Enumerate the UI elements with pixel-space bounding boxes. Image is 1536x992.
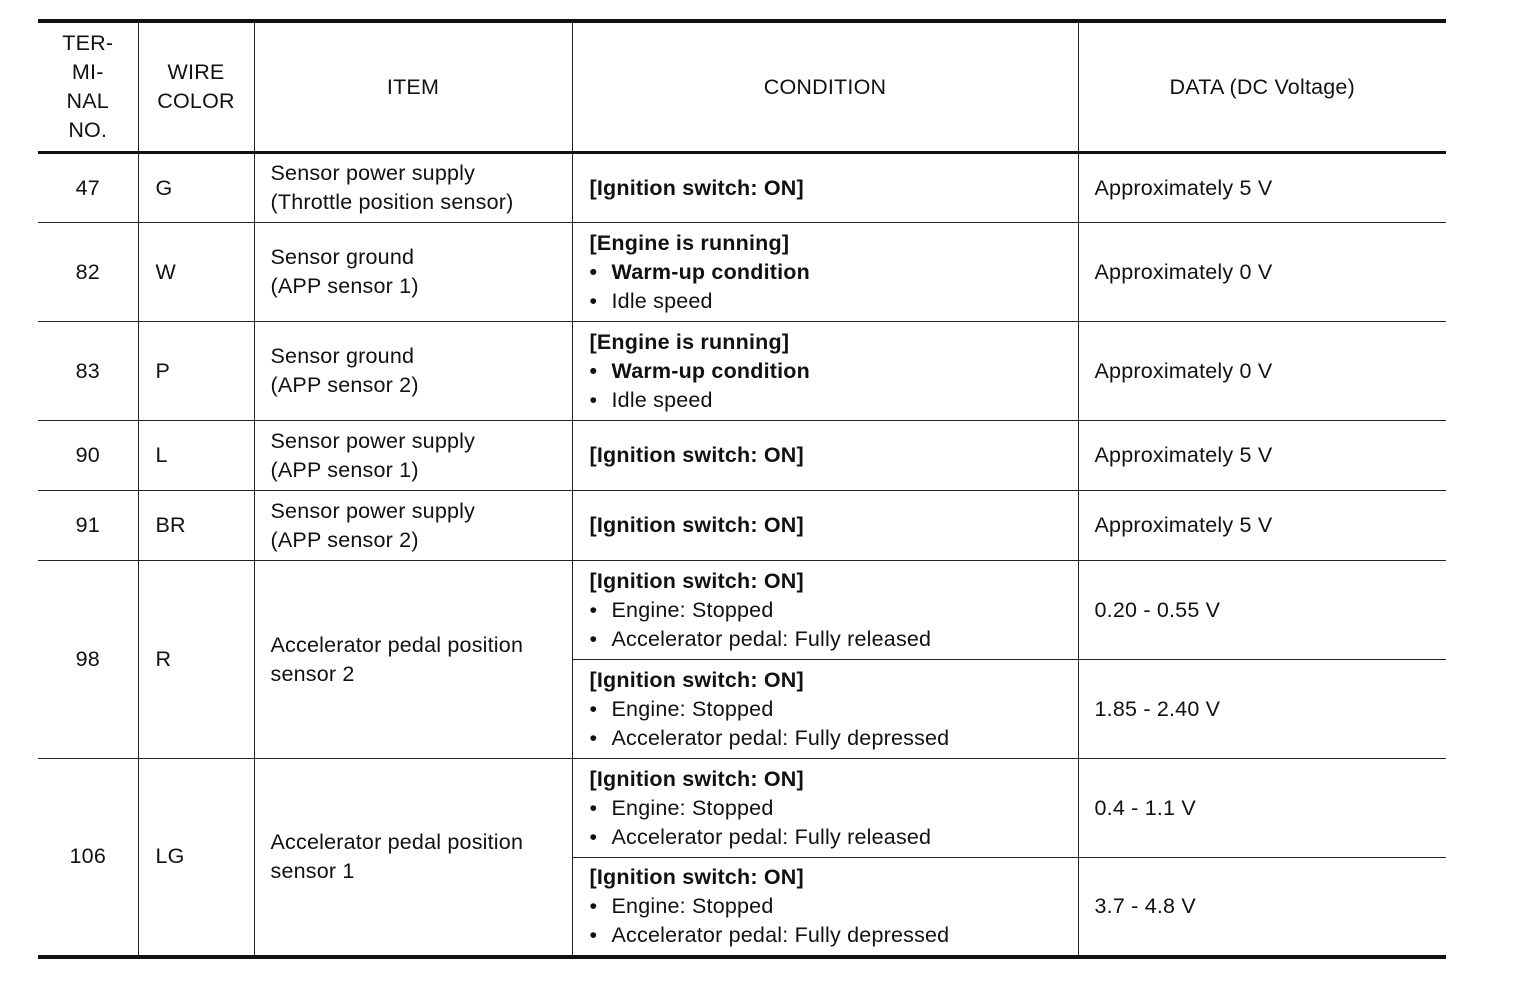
voltage-data-cell: Approximately 5 V bbox=[1078, 421, 1446, 491]
item-line: sensor 2 bbox=[270, 661, 355, 686]
condition-bullet bbox=[590, 892, 1062, 921]
item-line: (APP sensor 2) bbox=[270, 527, 419, 552]
header-condition: CONDITION bbox=[572, 21, 1078, 153]
terminal-number-cell: 106 bbox=[38, 759, 138, 957]
condition-heading: [Ignition switch: ON] bbox=[589, 766, 804, 791]
bullet-dot: • bbox=[589, 597, 598, 622]
condition-bullet bbox=[590, 596, 1062, 625]
item-cell bbox=[254, 322, 572, 421]
condition-cell bbox=[572, 660, 1078, 759]
voltage-data-cell: 3.7 - 4.8 V bbox=[1078, 858, 1446, 957]
condition-heading: [Ignition switch: ON] bbox=[589, 175, 804, 200]
condition-bullet bbox=[590, 357, 1062, 386]
item-line: Sensor power supply bbox=[270, 428, 476, 453]
wire-color-cell: R bbox=[138, 561, 254, 759]
voltage-data-cell: Approximately 0 V bbox=[1078, 223, 1446, 322]
header-terminal-line: TER- bbox=[62, 31, 114, 55]
terminal-number-cell: 90 bbox=[38, 421, 138, 491]
condition-heading: [Engine is running] bbox=[589, 230, 790, 255]
condition-bullet bbox=[590, 794, 1062, 823]
bullet-dot: • bbox=[589, 922, 598, 947]
item-line: Sensor ground bbox=[270, 344, 415, 368]
terminal-data-table bbox=[38, 19, 1446, 959]
header-terminal-line: NO. bbox=[68, 118, 108, 142]
item-line: (APP sensor 2) bbox=[270, 373, 419, 397]
condition-cell bbox=[572, 491, 1078, 561]
bullet-text: Idle speed bbox=[611, 288, 713, 313]
bullet-text: Warm-up condition bbox=[611, 358, 810, 383]
condition-bullet bbox=[590, 625, 1062, 654]
item-line: sensor 1 bbox=[270, 858, 355, 883]
terminal-number-cell: 47 bbox=[38, 153, 138, 223]
item-cell bbox=[254, 223, 572, 322]
condition-cell bbox=[572, 421, 1078, 491]
item-cell bbox=[254, 153, 572, 223]
condition-bullet bbox=[590, 724, 1062, 753]
table-body bbox=[38, 153, 1446, 957]
wire-color-cell: BR bbox=[138, 491, 254, 561]
bullet-dot: • bbox=[589, 725, 598, 750]
bullet-dot: • bbox=[589, 824, 598, 849]
item-line: Sensor power supply bbox=[270, 498, 476, 523]
condition-cell bbox=[572, 759, 1078, 858]
condition-heading: [Engine is running] bbox=[589, 329, 790, 354]
table-row bbox=[38, 322, 1446, 421]
bullet-text: Engine: Stopped bbox=[611, 893, 774, 918]
wire-color-cell: L bbox=[138, 421, 254, 491]
header-wire-color bbox=[138, 21, 254, 153]
condition-bullet bbox=[590, 921, 1062, 950]
bullet-text: Accelerator pedal: Fully depressed bbox=[611, 725, 950, 750]
table-row bbox=[38, 421, 1446, 491]
bullet-text: Engine: Stopped bbox=[611, 597, 774, 622]
item-line: Sensor ground bbox=[270, 245, 415, 269]
wire-color-cell: W bbox=[138, 223, 254, 322]
item-cell bbox=[254, 421, 572, 491]
table-row bbox=[38, 153, 1446, 223]
voltage-data-cell: 1.85 - 2.40 V bbox=[1078, 660, 1446, 759]
bullet-dot: • bbox=[589, 288, 598, 313]
table-row bbox=[38, 223, 1446, 322]
header-wire-line: WIRE bbox=[167, 60, 225, 84]
bullet-text: Engine: Stopped bbox=[611, 696, 774, 721]
condition-cell bbox=[572, 858, 1078, 957]
item-line: Accelerator pedal position bbox=[270, 829, 524, 854]
condition-heading: [Ignition switch: ON] bbox=[589, 864, 804, 889]
bullet-text: Warm-up condition bbox=[611, 259, 810, 284]
condition-bullet bbox=[590, 823, 1062, 852]
condition-heading: [Ignition switch: ON] bbox=[589, 667, 804, 692]
table-row bbox=[38, 491, 1446, 561]
condition-heading: [Ignition switch: ON] bbox=[589, 568, 804, 593]
condition-heading: [Ignition switch: ON] bbox=[589, 513, 804, 537]
item-line: Sensor power supply bbox=[270, 161, 476, 185]
wire-color-cell: P bbox=[138, 322, 254, 421]
bullet-dot: • bbox=[589, 626, 598, 651]
terminal-number-cell: 82 bbox=[38, 223, 138, 322]
bullet-dot: • bbox=[589, 795, 598, 820]
voltage-data-cell: 0.4 - 1.1 V bbox=[1078, 759, 1446, 858]
header-terminal-line: NAL bbox=[66, 89, 109, 113]
bullet-text: Accelerator pedal: Fully depressed bbox=[611, 922, 950, 947]
condition-cell bbox=[572, 322, 1078, 421]
bullet-dot: • bbox=[589, 259, 598, 284]
bullet-dot: • bbox=[589, 358, 598, 383]
terminal-number-cell: 98 bbox=[38, 561, 138, 759]
condition-bullet bbox=[590, 258, 1062, 287]
header-wire-line: COLOR bbox=[157, 89, 235, 113]
bullet-text: Engine: Stopped bbox=[611, 795, 774, 820]
item-line: Accelerator pedal position bbox=[270, 632, 524, 657]
terminal-number-cell: 91 bbox=[38, 491, 138, 561]
condition-heading: [Ignition switch: ON] bbox=[589, 443, 804, 467]
wire-color-cell: LG bbox=[138, 759, 254, 957]
item-cell bbox=[254, 491, 572, 561]
voltage-data-cell: Approximately 5 V bbox=[1078, 491, 1446, 561]
terminal-number-cell: 83 bbox=[38, 322, 138, 421]
bullet-text: Accelerator pedal: Fully released bbox=[611, 824, 932, 849]
table-row bbox=[38, 759, 1446, 858]
item-line: (APP sensor 1) bbox=[270, 457, 419, 482]
item-line: (APP sensor 1) bbox=[270, 274, 419, 298]
item-cell bbox=[254, 759, 572, 957]
condition-cell bbox=[572, 153, 1078, 223]
bullet-text: Accelerator pedal: Fully released bbox=[611, 626, 932, 651]
item-line: (Throttle position sensor) bbox=[270, 190, 514, 214]
bullet-text: Idle speed bbox=[611, 387, 713, 412]
bullet-dot: • bbox=[589, 387, 598, 412]
voltage-data-cell: Approximately 0 V bbox=[1078, 322, 1446, 421]
header-terminal-no bbox=[38, 21, 138, 153]
voltage-data-cell: 0.20 - 0.55 V bbox=[1078, 561, 1446, 660]
bullet-dot: • bbox=[589, 696, 598, 721]
header-terminal-line: MI- bbox=[71, 60, 104, 84]
condition-bullet bbox=[590, 386, 1062, 415]
bullet-dot: • bbox=[589, 893, 598, 918]
condition-cell bbox=[572, 561, 1078, 660]
header-data: DATA (DC Voltage) bbox=[1078, 21, 1446, 153]
header-item: ITEM bbox=[254, 21, 572, 153]
condition-bullet bbox=[590, 695, 1062, 724]
table-row bbox=[38, 561, 1446, 660]
condition-cell bbox=[572, 223, 1078, 322]
header-row bbox=[38, 21, 1446, 153]
voltage-data-cell: Approximately 5 V bbox=[1078, 153, 1446, 223]
item-cell bbox=[254, 561, 572, 759]
condition-bullet bbox=[590, 287, 1062, 316]
wire-color-cell: G bbox=[138, 153, 254, 223]
